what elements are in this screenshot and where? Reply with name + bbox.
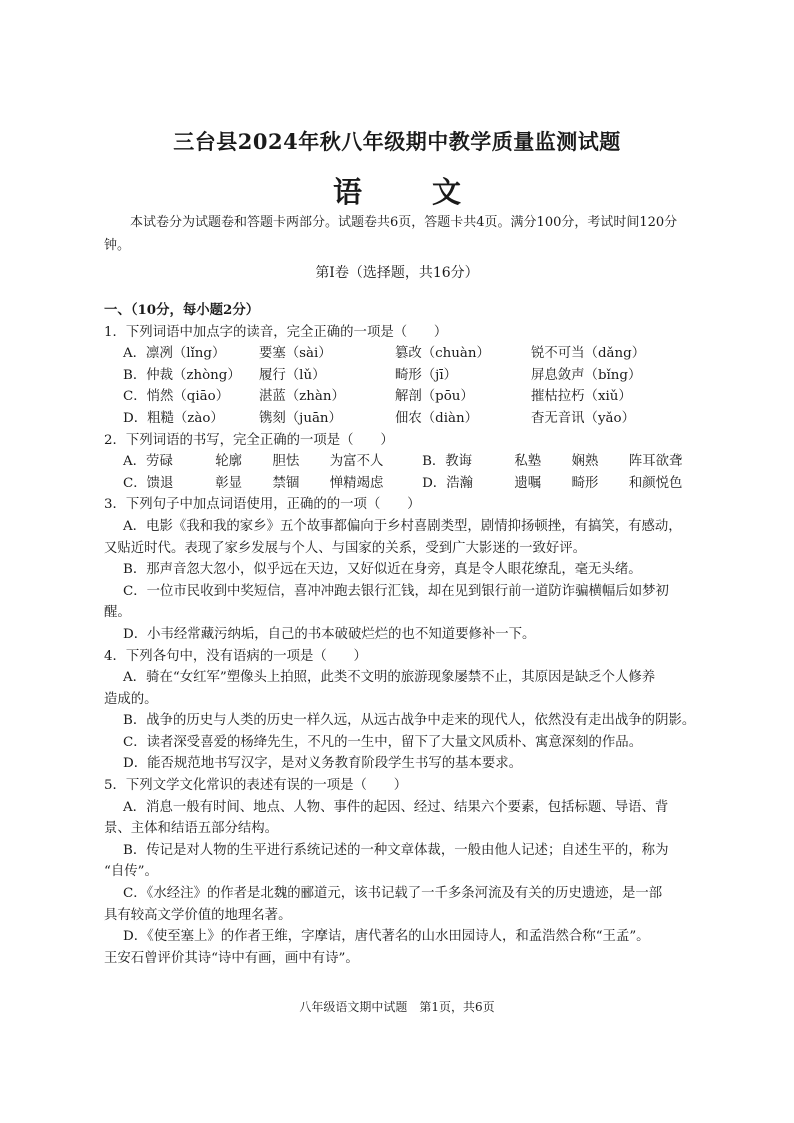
q1-d-word-2: 镌刻（juān） (259, 410, 342, 426)
part-heading: 一、（10分，每小题2分） (104, 302, 260, 318)
subject-title: 语 文 (332, 175, 492, 209)
q4-option-a: A．骑在“女红军”塑像头上拍照，此类不文明的旅游现象屡禁不止，其原因是缺乏个人修养 (123, 670, 656, 686)
q2-b-word-3: 娴熟 (571, 454, 599, 470)
q1-d-word-3: 佃农（diàn） (395, 410, 479, 426)
q2-a-word-3: 胆怯 (272, 454, 300, 470)
q1-a-word-3: 篡改（chuàn） (395, 346, 490, 362)
q2-option-row (104, 473, 699, 495)
q5-option-c: C．《水经注》的作者是北魏的郦道元，该书记载了一千多条河流及有关的历史遗迹，是一部 (123, 886, 663, 902)
q1-d-word-4: 杳无音讯（yǎo） (531, 410, 635, 426)
q2-d-word-3: 畸形 (571, 475, 599, 491)
q5-option-b: B．传记是对人物的生平进行系统记述的一种文章体裁，一般由他人记述；自述生平的，称为 (123, 842, 669, 858)
q1-option-row (104, 386, 699, 408)
q5-option-d-cont: 王安石曾评价其诗“诗中有画，画中有诗”。 (104, 950, 359, 966)
q2-c-word-1: C．馈退 (123, 475, 174, 491)
q1-b-word-1: B．仲裁（zhòng） (123, 367, 241, 383)
q1-a-word-1: A．凛冽（lǐng） (123, 346, 226, 362)
q1-c-word-1: C．悄然（qiāo） (123, 389, 230, 405)
q2-option-row (104, 451, 699, 473)
question-3-stem: 3．下列句子中加点词语使用，正确的的一项（ ） (104, 497, 421, 513)
q1-a-word-2: 要塞（sài） (259, 346, 332, 362)
q3-option-a: A．电影《我和我的家乡》五个故事都偏向于乡村喜剧类型，剧情抑扬顿挫，有搞笑，有感动， (123, 518, 682, 534)
question-2-stem: 2．下列词语的书写，完全正确的一项是（ ） (104, 432, 394, 448)
q3-option-b: B．那声音忽大忽小，似乎远在天边，又好似近在身旁，真是令人眼花缭乱，毫无头绪。 (123, 562, 642, 578)
q2-d-word-4: 和颜悦色 (628, 475, 683, 491)
q1-c-word-2: 湛蓝（zhàn） (259, 389, 345, 405)
q1-c-word-4: 摧枯拉朽（xiǔ） (531, 389, 632, 405)
question-body (104, 300, 699, 969)
q5-option-a: A．消息一般有时间、地点、人物、事件的起因、经过、结果六个要素，包括标题、导语、背 (123, 799, 669, 815)
q4-option-d: D．能否规范地书写汉字，是对义务教育阶段学生书写的基本要求。 (123, 756, 523, 772)
question-5-stem: 5．下列文学文化常识的表述有误的一项是（ ） (104, 778, 408, 794)
section-heading: 第Ⅰ卷（选择题，共16分） (315, 265, 479, 281)
question-1-stem: 1．下列词语中加点字的读音，完全正确的一项是（ ） (104, 324, 448, 340)
q3-option-c-cont: 醒。 (104, 605, 131, 621)
page-footer: 八年级语文期中试题 第1页，共6页 (299, 1000, 495, 1014)
q1-option-row (104, 365, 699, 387)
q2-b-word-4: 阵耳欲聋 (628, 454, 683, 470)
q1-a-word-4: 锐不可当（dǎng） (531, 346, 646, 362)
q5-option-a-cont: 景、主体和结语五部分结构。 (104, 821, 279, 837)
exam-title: 三台县2024年秋八年级期中教学质量监测试题 (173, 129, 621, 154)
q5-option-c-cont: 具有较高文学价值的地理名著。 (104, 907, 292, 923)
q4-option-a-cont: 造成的。 (104, 691, 158, 707)
q5-option-d: D．《使至塞上》的作者王维，字摩诘，唐代著名的山水田园诗人，和孟浩然合称“王孟”。 (123, 929, 650, 945)
q2-a-word-4: 为富不人 (329, 454, 384, 470)
q1-d-word-1: D．粗糙（zào） (123, 410, 224, 426)
q3-option-a-cont: 又贴近时代。表现了家乡发展与个人、与国家的关系，受到广大影迷的一致好评。 (104, 540, 587, 556)
q2-b-word-1: B．教诲 (422, 454, 473, 470)
q2-a-word-2: 轮廓 (215, 454, 243, 470)
q4-option-c: C．读者深受喜爱的杨绛先生，不凡的一生中，留下了大量文风质朴、寓意深刻的作品。 (123, 734, 643, 750)
q1-option-row (104, 343, 699, 365)
q1-b-word-3: 畸形（jī） (395, 367, 457, 383)
q5-option-b-cont: “自传”。 (104, 864, 158, 880)
q2-c-word-3: 禁锢 (272, 475, 300, 491)
q2-c-word-4: 惮精竭虑 (329, 475, 384, 491)
q1-option-row (104, 408, 699, 430)
q1-c-word-3: 解剖（pōu） (395, 389, 474, 405)
q3-option-d: D．小韦经常藏污纳垢，自己的书本破破烂烂的也不知道要修补一下。 (123, 626, 536, 642)
q2-d-word-1: D．浩瀚 (422, 475, 473, 491)
question-4-stem: 4．下列各句中，没有语病的一项是（ ） (104, 648, 367, 664)
q2-d-word-2: 遗嘱 (514, 475, 542, 491)
q2-b-word-2: 私塾 (514, 454, 542, 470)
q3-option-c: C．一位市民收到中奖短信，喜冲冲跑去银行汇钱，却在见到银行前一道防诈骗横幅后如梦初 (123, 583, 669, 599)
q4-option-b: B．战争的历史与人类的历史一样久远，从远古战争中走来的现代人，依然没有走出战争的阴影。 (123, 713, 696, 729)
q1-b-word-4: 屏息敛声（bǐng） (531, 367, 642, 383)
q2-c-word-2: 彰显 (215, 475, 243, 491)
q1-b-word-2: 履行（lǔ） (259, 367, 326, 383)
q2-a-word-1: A．劳碌 (123, 454, 173, 470)
exam-instructions: 本试卷分为试题卷和答题卡两部分。试题卷共6页，答题卡共4页。满分100分，考试时间120分钟。 (104, 215, 678, 253)
